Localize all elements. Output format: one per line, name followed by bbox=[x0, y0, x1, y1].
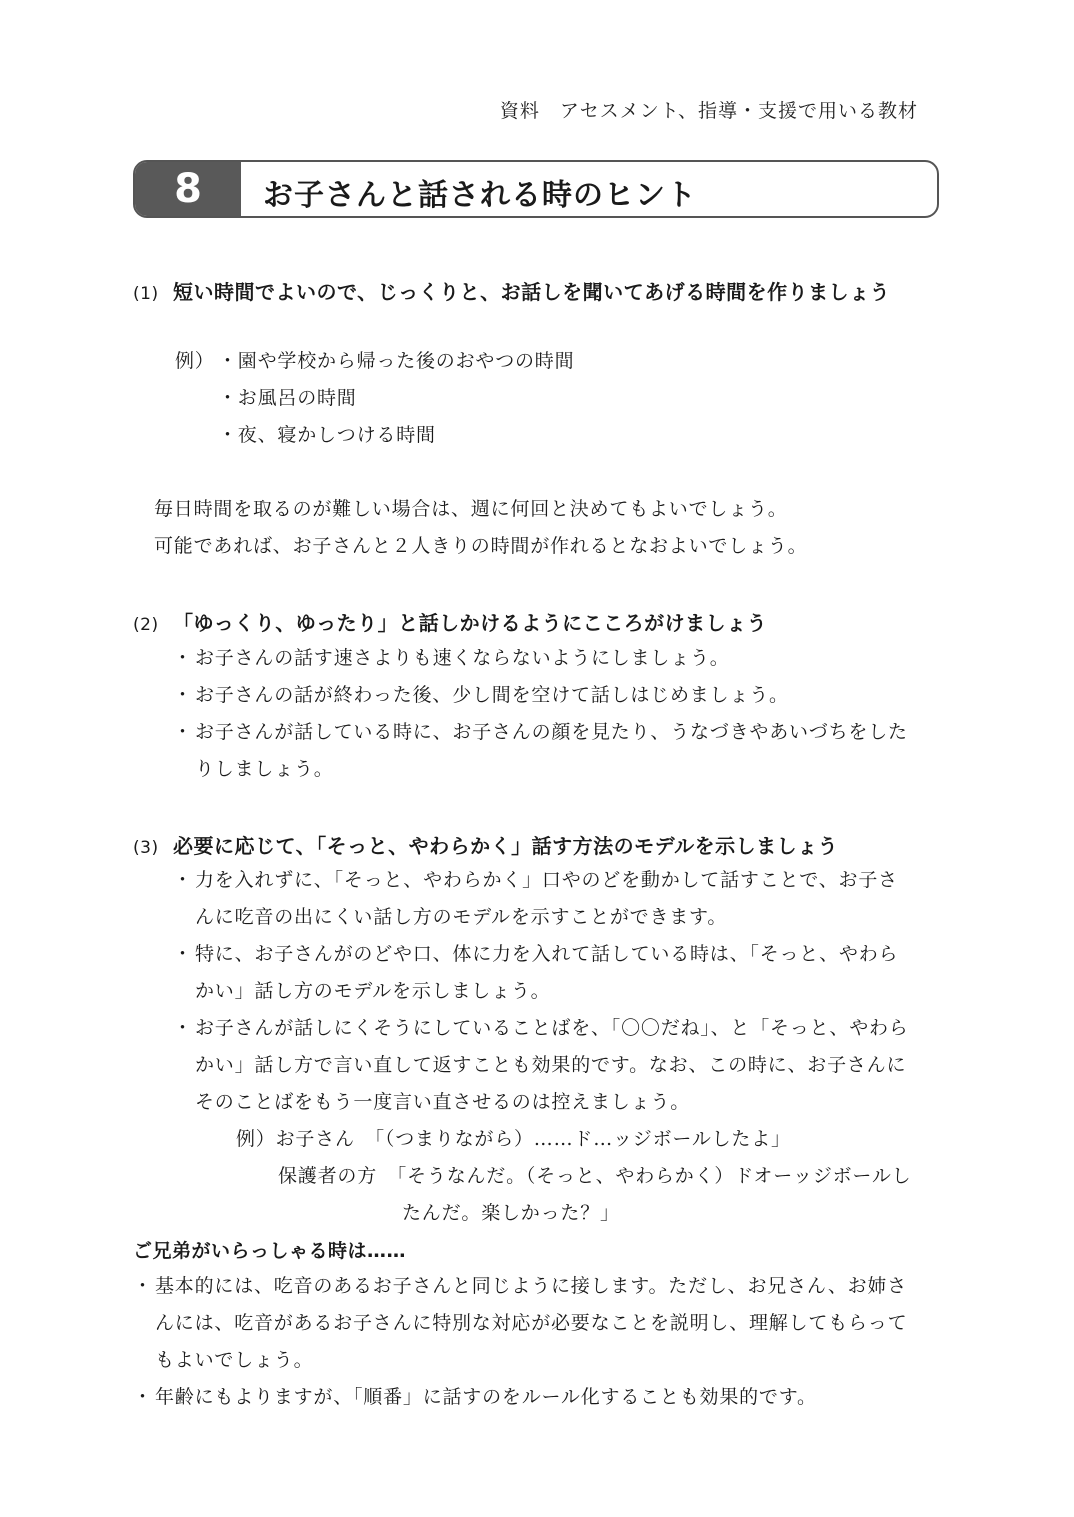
s2-title: 「ゆっくり、ゆったり」と話しかけるようにこころがけましょう bbox=[173, 611, 768, 635]
s2-bullet-1 bbox=[173, 640, 730, 677]
s3-example-parent: 保護者の方 「そうなんだ。（そっと、やわらかく）ドオーッジボールし bbox=[278, 1165, 912, 1187]
s2-line: お子さんが話している時に、お子さんの顔を見たり、うなづきやあいづちをした bbox=[195, 721, 908, 743]
s1-number: (1) bbox=[133, 284, 159, 304]
siblings-line: 年齢にもよりますが、「順番」に話すのをルール化することも効果的です。 bbox=[155, 1386, 817, 1408]
bullet-dot: ・ bbox=[173, 943, 193, 965]
s1-example-3: ・夜、寝かしつける時間 bbox=[218, 424, 436, 446]
bullet-dot: ・ bbox=[173, 684, 193, 706]
s1-title: 短い時間でよいので、じっくりと、お話しを聞いてあげる時間を作りましょう bbox=[173, 280, 891, 304]
running-head: 資料 アセスメント、指導・支援で用いる教材 bbox=[499, 100, 918, 122]
bullet-dot: ・ bbox=[133, 1275, 153, 1297]
s2-line-cont: りしましょう。 bbox=[195, 758, 334, 780]
s2-line: お子さんの話が終わった後、少し間を空けて話しはじめましょう。 bbox=[195, 684, 789, 706]
s2-bullet-2 bbox=[173, 677, 789, 714]
bullet-dot: ・ bbox=[133, 1386, 153, 1408]
s3-line: お子さんが話しにくそうにしていることばを、「〇〇だね」、と「そっと、やわら bbox=[195, 1017, 909, 1039]
s3-title: 必要に応じて、「そっと、やわらかく」話す方法のモデルを示しましょう bbox=[173, 834, 839, 858]
siblings-line-cont: んには、吃音があるお子さんに特別な対応が必要なことを説明し、理解してもらって bbox=[155, 1312, 908, 1334]
s3-line-cont: そのことばをもう一度言い直させるのは控えましょう。 bbox=[195, 1091, 691, 1113]
s1-example-label: 例） bbox=[175, 350, 215, 372]
section-title-box bbox=[133, 160, 939, 218]
s3-bullet-1 bbox=[173, 862, 898, 899]
s2-heading bbox=[133, 607, 767, 636]
siblings-bullet-1 bbox=[133, 1268, 907, 1305]
siblings-bullet-2 bbox=[133, 1379, 817, 1416]
siblings-heading: ご兄弟がいらっしゃる時は…… bbox=[133, 1240, 407, 1262]
s3-line-cont: んに吃音の出にくい話し方のモデルを示すことができます。 bbox=[195, 906, 728, 928]
s3-line-cont: かい」話し方で言い直して返すことも効果的です。なお、この時に、お子さんに bbox=[195, 1054, 907, 1076]
s2-line: お子さんの話す速さよりも速くならないようにしましょう。 bbox=[195, 647, 730, 669]
bullet-dot: ・ bbox=[173, 721, 193, 743]
s3-line-cont: かい」話し方のモデルを示しましょう。 bbox=[195, 980, 551, 1002]
bullet-dot: ・ bbox=[173, 869, 193, 891]
s3-bullet-2 bbox=[173, 936, 898, 973]
s3-line: 力を入れずに、「そっと、やわらかく」口やのどを動かして話すことで、お子さ bbox=[195, 869, 898, 891]
s1-example-2: ・お風呂の時間 bbox=[218, 387, 357, 409]
siblings-line-cont: もよいでしょう。 bbox=[155, 1349, 314, 1371]
bullet-dot: ・ bbox=[173, 647, 193, 669]
s3-number: (3) bbox=[133, 838, 159, 858]
s3-line: 特に、お子さんがのどや口、体に力を入れて話している時は、「そっと、やわら bbox=[195, 943, 899, 965]
s1-example-1: ・園や学校から帰った後のおやつの時間 bbox=[218, 350, 575, 372]
s2-bullet-3 bbox=[173, 714, 908, 751]
s1-para-1: 毎日時間を取るのが難しい場合は、週に何回と決めてもよいでしょう。 bbox=[154, 498, 788, 520]
section-number: 8 bbox=[135, 162, 241, 216]
bullet-dot: ・ bbox=[173, 1017, 193, 1039]
s1-para-2: 可能であれば、お子さんと２人きりの時間が作れるとなおよいでしょう。 bbox=[154, 535, 808, 557]
siblings-line: 基本的には、吃音のあるお子さんと同じように接します。ただし、お兄さん、お姉さ bbox=[155, 1275, 908, 1297]
s3-bullet-3 bbox=[173, 1010, 909, 1047]
section-title: お子さんと話される時のヒント bbox=[263, 178, 697, 213]
s3-heading bbox=[133, 830, 838, 859]
s1-heading bbox=[133, 276, 890, 305]
s3-example-parent-cont: たんだ。楽しかった？」 bbox=[402, 1202, 620, 1224]
s3-example-child: 例）お子さん 「（つまりながら）……ド…ッジボールしたよ」 bbox=[236, 1128, 791, 1150]
s2-number: (2) bbox=[133, 615, 159, 635]
